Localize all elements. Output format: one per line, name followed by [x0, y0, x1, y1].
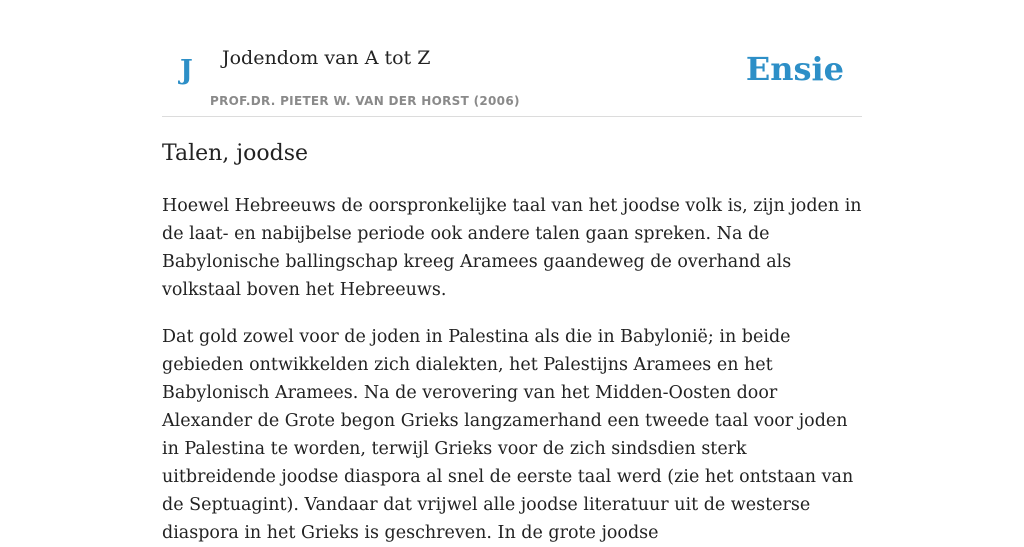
article [162, 136, 862, 547]
book-title-link[interactable]: Jodendom van A tot Z [222, 47, 431, 69]
article-paragraph-2: Dat gold zowel voor de joden in Palestina als die in Babylonië; in beide gebieden ontwikkelden zich dialekten, het Palestijns Aramees en het Babylonisch Aramees. Na de verovering van het Midden-Oosten door Alexander de Grote begon Grieks langzamerhand een tweede taal voor joden in Palestina te worden, terwijl Grieks voor de zich sindsdien sterk uitbreidende joodse diaspora al snel de eerste taal werd (zie het ontstaan van de Septuagint). Vandaar dat vrijwel alle joodse literatuur uit de westerse diaspora in het Grieks is geschreven. In de grote joodse [162, 327, 854, 543]
article-title: Talen, joodse [162, 141, 308, 166]
article-paragraph-1: Hoewel Hebreeuws de oorspronkelijke taal van het joodse volk is, zijn joden in de laat- en nabijbelse periode ook andere talen gaan spreken. Na de Babylonische ballingschap kreeg Aramees gaandeweg de overhand als volkstaal boven het Hebreeuws. [162, 196, 862, 300]
ensie-logo-link[interactable]: Ensie [745, 50, 844, 88]
book-author: PROF.DR. PIETER W. VAN DER HORST (2006) [210, 94, 520, 108]
book-header [162, 0, 862, 117]
book-letter-icon: J [180, 55, 193, 86]
